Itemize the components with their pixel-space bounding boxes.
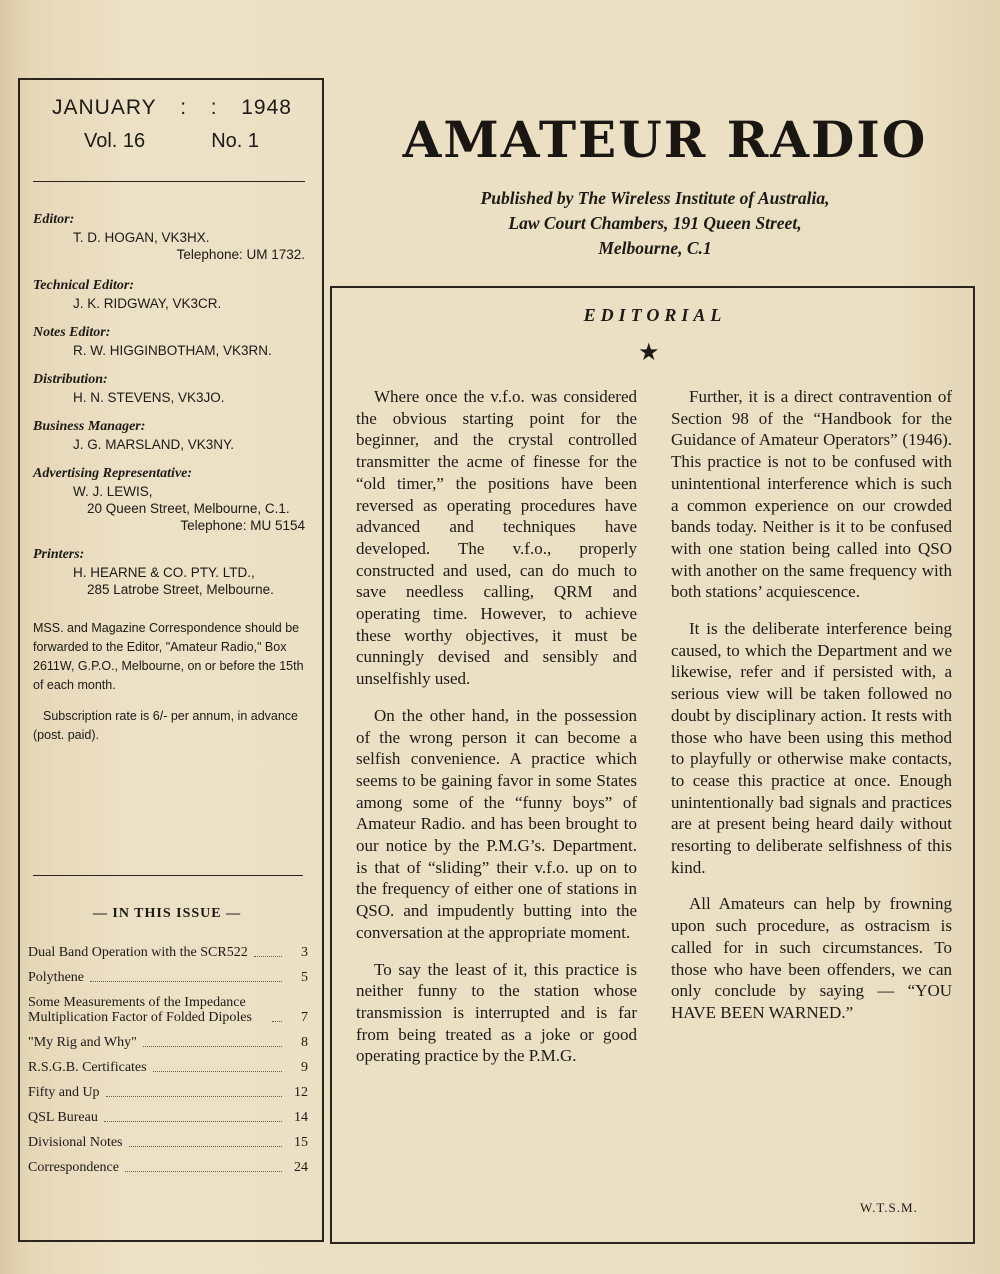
toc-item [28,1160,308,1175]
toc-leader-dots [272,1021,282,1022]
toc-item-page: 12 [294,1085,308,1100]
publisher-info [400,186,910,261]
toc-item [28,995,308,1025]
staff-line: H. HEARNE & CO. PTY. LTD., [73,565,255,580]
issue-volume: Vol. 16 [84,130,146,152]
publisher-line: Published by The Wireless Institute of Australia, [480,188,830,208]
staff-entry [33,466,313,533]
toc-item [28,1035,308,1050]
staff-role: Technical Editor: [33,278,134,293]
issue-date [52,96,292,120]
toc-item-page: 7 [301,1010,308,1025]
toc-item [28,1060,308,1075]
issue-volume-line [84,130,259,153]
staff-line: R. W. HIGGINBOTHAM, VK3RN. [73,343,272,358]
toc-item [28,1085,308,1100]
editorial-paragraph: All Amateurs can help by frowning upon such procedure, as ostracism is called for in such circumstances. To those who have been offenders, we can only conclude by saying — “YOU HAVE BEEN WARNED.” [671,894,952,1022]
subscription-note: Subscription rate is 6/- per annum, in advance (post. paid). [33,709,298,742]
staff-role: Editor: [33,212,75,227]
toc-item-page: 5 [301,970,308,985]
toc-item [28,1110,308,1125]
issue-year: 1948 [241,96,292,119]
staff-role: Notes Editor: [33,325,111,340]
sidebar-top-rule [18,78,324,80]
staff-role: Printers: [33,547,85,562]
toc-leader-dots [143,1046,282,1047]
toc-leader-dots [106,1096,282,1097]
issue-separator: : [180,96,188,119]
toc-item-title: "My Rig and Why" [28,1035,137,1050]
toc-leader-dots [153,1071,282,1072]
staff-line: 20 Queen Street, Melbourne, C.1. [87,501,290,516]
staff-line: J. K. RIDGWAY, VK3CR. [73,296,222,311]
staff-line: W. J. LEWIS, [73,484,153,499]
toc-heading: — IN THIS ISSUE — [92,906,242,921]
toc-item-title: Fifty and Up [28,1085,100,1100]
toc-item-page: 3 [301,945,308,960]
masthead-title: AMATEUR RADIO [402,110,928,169]
toc-item-page: 24 [294,1160,308,1175]
editorial-column-1 [356,386,637,1082]
staff-entry [33,325,313,358]
staff-line: H. N. STEVENS, VK3JO. [73,390,225,405]
staff-phone: Telephone: MU 5154 [180,518,305,533]
toc-item-title: Polythene [28,970,84,985]
toc-leader-dots [125,1171,282,1172]
staff-line: T. D. HOGAN, VK3HX. [73,230,210,245]
toc-item-page: 14 [294,1110,308,1125]
editorial-paragraph: Further, it is a direct contravention of Section 98 of the “Handbook for the Guidance of Amateur Operators” (1946). This practice is not to be confused with unintentional interference which is such a common experience on our crowded bands today. Neither is it to be confused with one station being called into QSO with another on the same frequency with both stations’ acquiescence. [671,387,952,602]
editorial-paragraph: Where once the v.f.o. was considered the obvious starting point for the beginner, and the crystal controlled transmitter the acme of finesse for the “old timer,” the positions have been reversed as operating procedures have advanced and techniques have developed. The v.f.o., properly constructed and used, can do much to save needless calling, QRM and operating time. However, to achieve these worthy objectives, it must be cunningly devised and sensibly and unselfishly used. [356,387,637,689]
toc-leader-dots [104,1121,282,1122]
staff-role: Advertising Representative: [33,466,193,481]
staff-role: Distribution: [33,372,108,387]
staff-entry [33,212,313,262]
toc-item-title: QSL Bureau [28,1110,98,1125]
toc-item-page: 15 [294,1135,308,1150]
staff-entry [33,278,313,311]
toc-leader-dots [90,981,282,982]
toc-item-title: R.S.G.B. Certificates [28,1060,147,1075]
divider [33,181,305,182]
correspondence-note: MSS. and Magazine Correspondence should be forwarded to the Editor, "Amateur Radio," Box 2611W, G.P.O., Melbourne, on or before the 15th of each month. [33,621,304,692]
staff-entry [33,547,313,597]
toc-item [28,970,308,985]
toc-item-title: Dual Band Operation with the SCR522 [28,945,248,960]
staff-role: Business Manager: [33,419,146,434]
staff-line: J. G. MARSLAND, VK3NY. [73,437,235,452]
toc-leader-dots [254,956,282,957]
sidebar-bottom-rule [18,1240,324,1242]
staff-entry [33,419,313,452]
editorial-title: EDITORIAL [583,305,727,325]
editorial-paragraph: On the other hand, in the possession of the wrong person it can become a selfish convenience. A practice which seems to be gaining favor in some States among some of the “funny boys” of Amateur Radio. and has been brought to our notice by the P.M.G’s. Department. is that of “sliding” their v.f.o. up on to the frequency of either one of stations in QSO. and impudently butting into the conversation at the appropriate moment. [356,705,637,942]
staff-entry [33,372,313,405]
issue-separator: : [210,96,218,119]
issue-number: No. 1 [211,130,259,152]
toc-item-title: Some Measurements of the Impedance Multiplication Factor of Folded Dipoles [28,995,252,1025]
toc-item [28,945,308,960]
editorial-signature: W.T.S.M. [860,1200,918,1215]
editorial-paragraph: To say the least of it, this practice is neither funny to the station whose transmission is interrupted and is far from being treated as a joke or good operating practice by the P.M.G. [356,959,637,1066]
table-of-contents [28,945,308,1185]
staff-line: 285 Latrobe Street, Melbourne. [87,582,274,597]
toc-item-page: 8 [301,1035,308,1050]
editorial-paragraph: It is the deliberate interference being caused, to which the Department and we likewise, refer and if persisted with, a serious view will be taken followed no doubt by disciplinary action. It rests with those who have been using this method to playfully or otherwise make contacts, to cease this practice at once. Enough unintentionally bad signals and practices are at present being heard daily without resorting to deliberate selfishness of this kind. [671,619,952,877]
staff-phone: Telephone: UM 1732. [176,247,305,262]
toc-item-title: Correspondence [28,1160,119,1175]
toc-leader-dots [129,1146,283,1147]
toc-item-page: 9 [301,1060,308,1075]
toc-item [28,1135,308,1150]
issue-month: JANUARY [52,96,157,119]
toc-item-title: Divisional Notes [28,1135,123,1150]
editorial-column-2 [671,386,952,1039]
publisher-line: Melbourne, C.1 [598,238,712,258]
divider [33,875,303,876]
publisher-line: Law Court Chambers, 191 Queen Street, [508,213,802,233]
staff-list [33,212,313,745]
star-icon: ★ [638,340,660,366]
